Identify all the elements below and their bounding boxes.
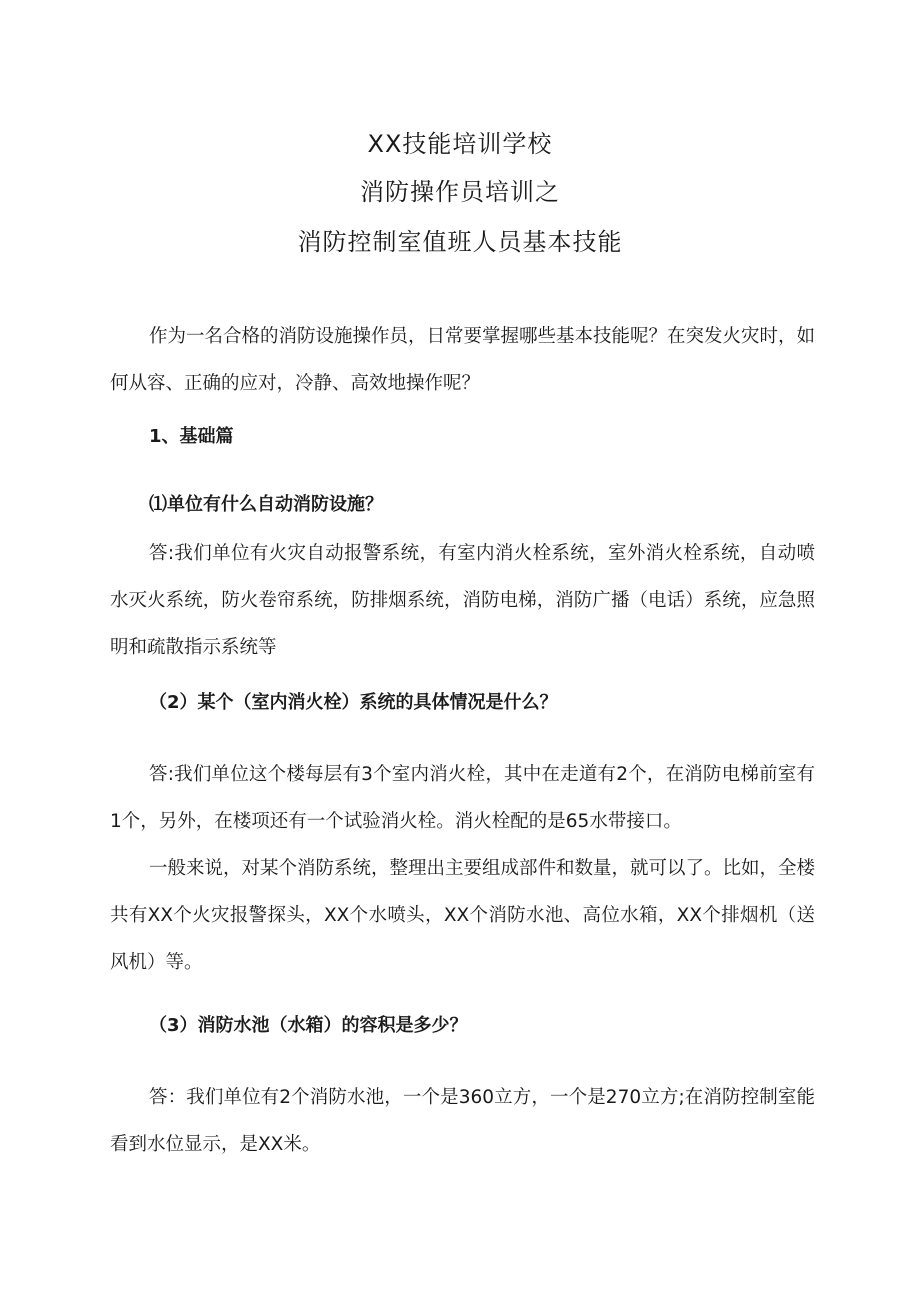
general-note-paragraph: 一般来说，对某个消防系统，整理出主要组成部件和数量，就可以了。比如，全楼共有XX个火灾报警探头，XX个水喷头，XX个消防水池、高位水箱，XX个排烟机（送风机）等。 [110, 858, 816, 973]
question-2: （2）某个（室内消火栓）系统的具体情况是什么？ [149, 692, 558, 713]
title-course: 消防操作员培训之 [360, 178, 560, 206]
question-1: ⑴单位有什么自动消防设施？ [149, 494, 383, 515]
intro-paragraph: 作为一名合格的消防设施操作员，日常要掌握哪些基本技能呢？在突发火灾时，如何从容、正确的应对，冷静、高效地操作呢？ [110, 326, 816, 394]
answer-2: 答:我们单位这个楼每层有3个室内消火栓，其中在走道有2个，在消防电梯前室有1个，另外，在楼项还有一个试验消火栓。消火栓配的是65水带接口。 [110, 764, 815, 832]
question-3: （3）消防水池（水箱）的容积是多少？ [149, 1015, 468, 1036]
answer-3: 答：我们单位有2个消防水池，一个是360立方，一个是270立方;在消防控制室能看到水位显示，是XX米。 [110, 1087, 815, 1155]
answer-1: 答:我们单位有火灾自动报警系统，有室内消火栓系统，室外消火栓系统，自动喷水灭火系统，防火卷帘系统，防排烟系统，消防电梯，消防广播（电话）系统，应急照明和疏散指示系统等 [110, 543, 815, 658]
title-school: XX技能培训学校 [367, 130, 553, 158]
title-topic: 消防控制室值班人员基本技能 [297, 228, 623, 256]
section-heading-basic: 1、基础篇 [149, 426, 234, 447]
